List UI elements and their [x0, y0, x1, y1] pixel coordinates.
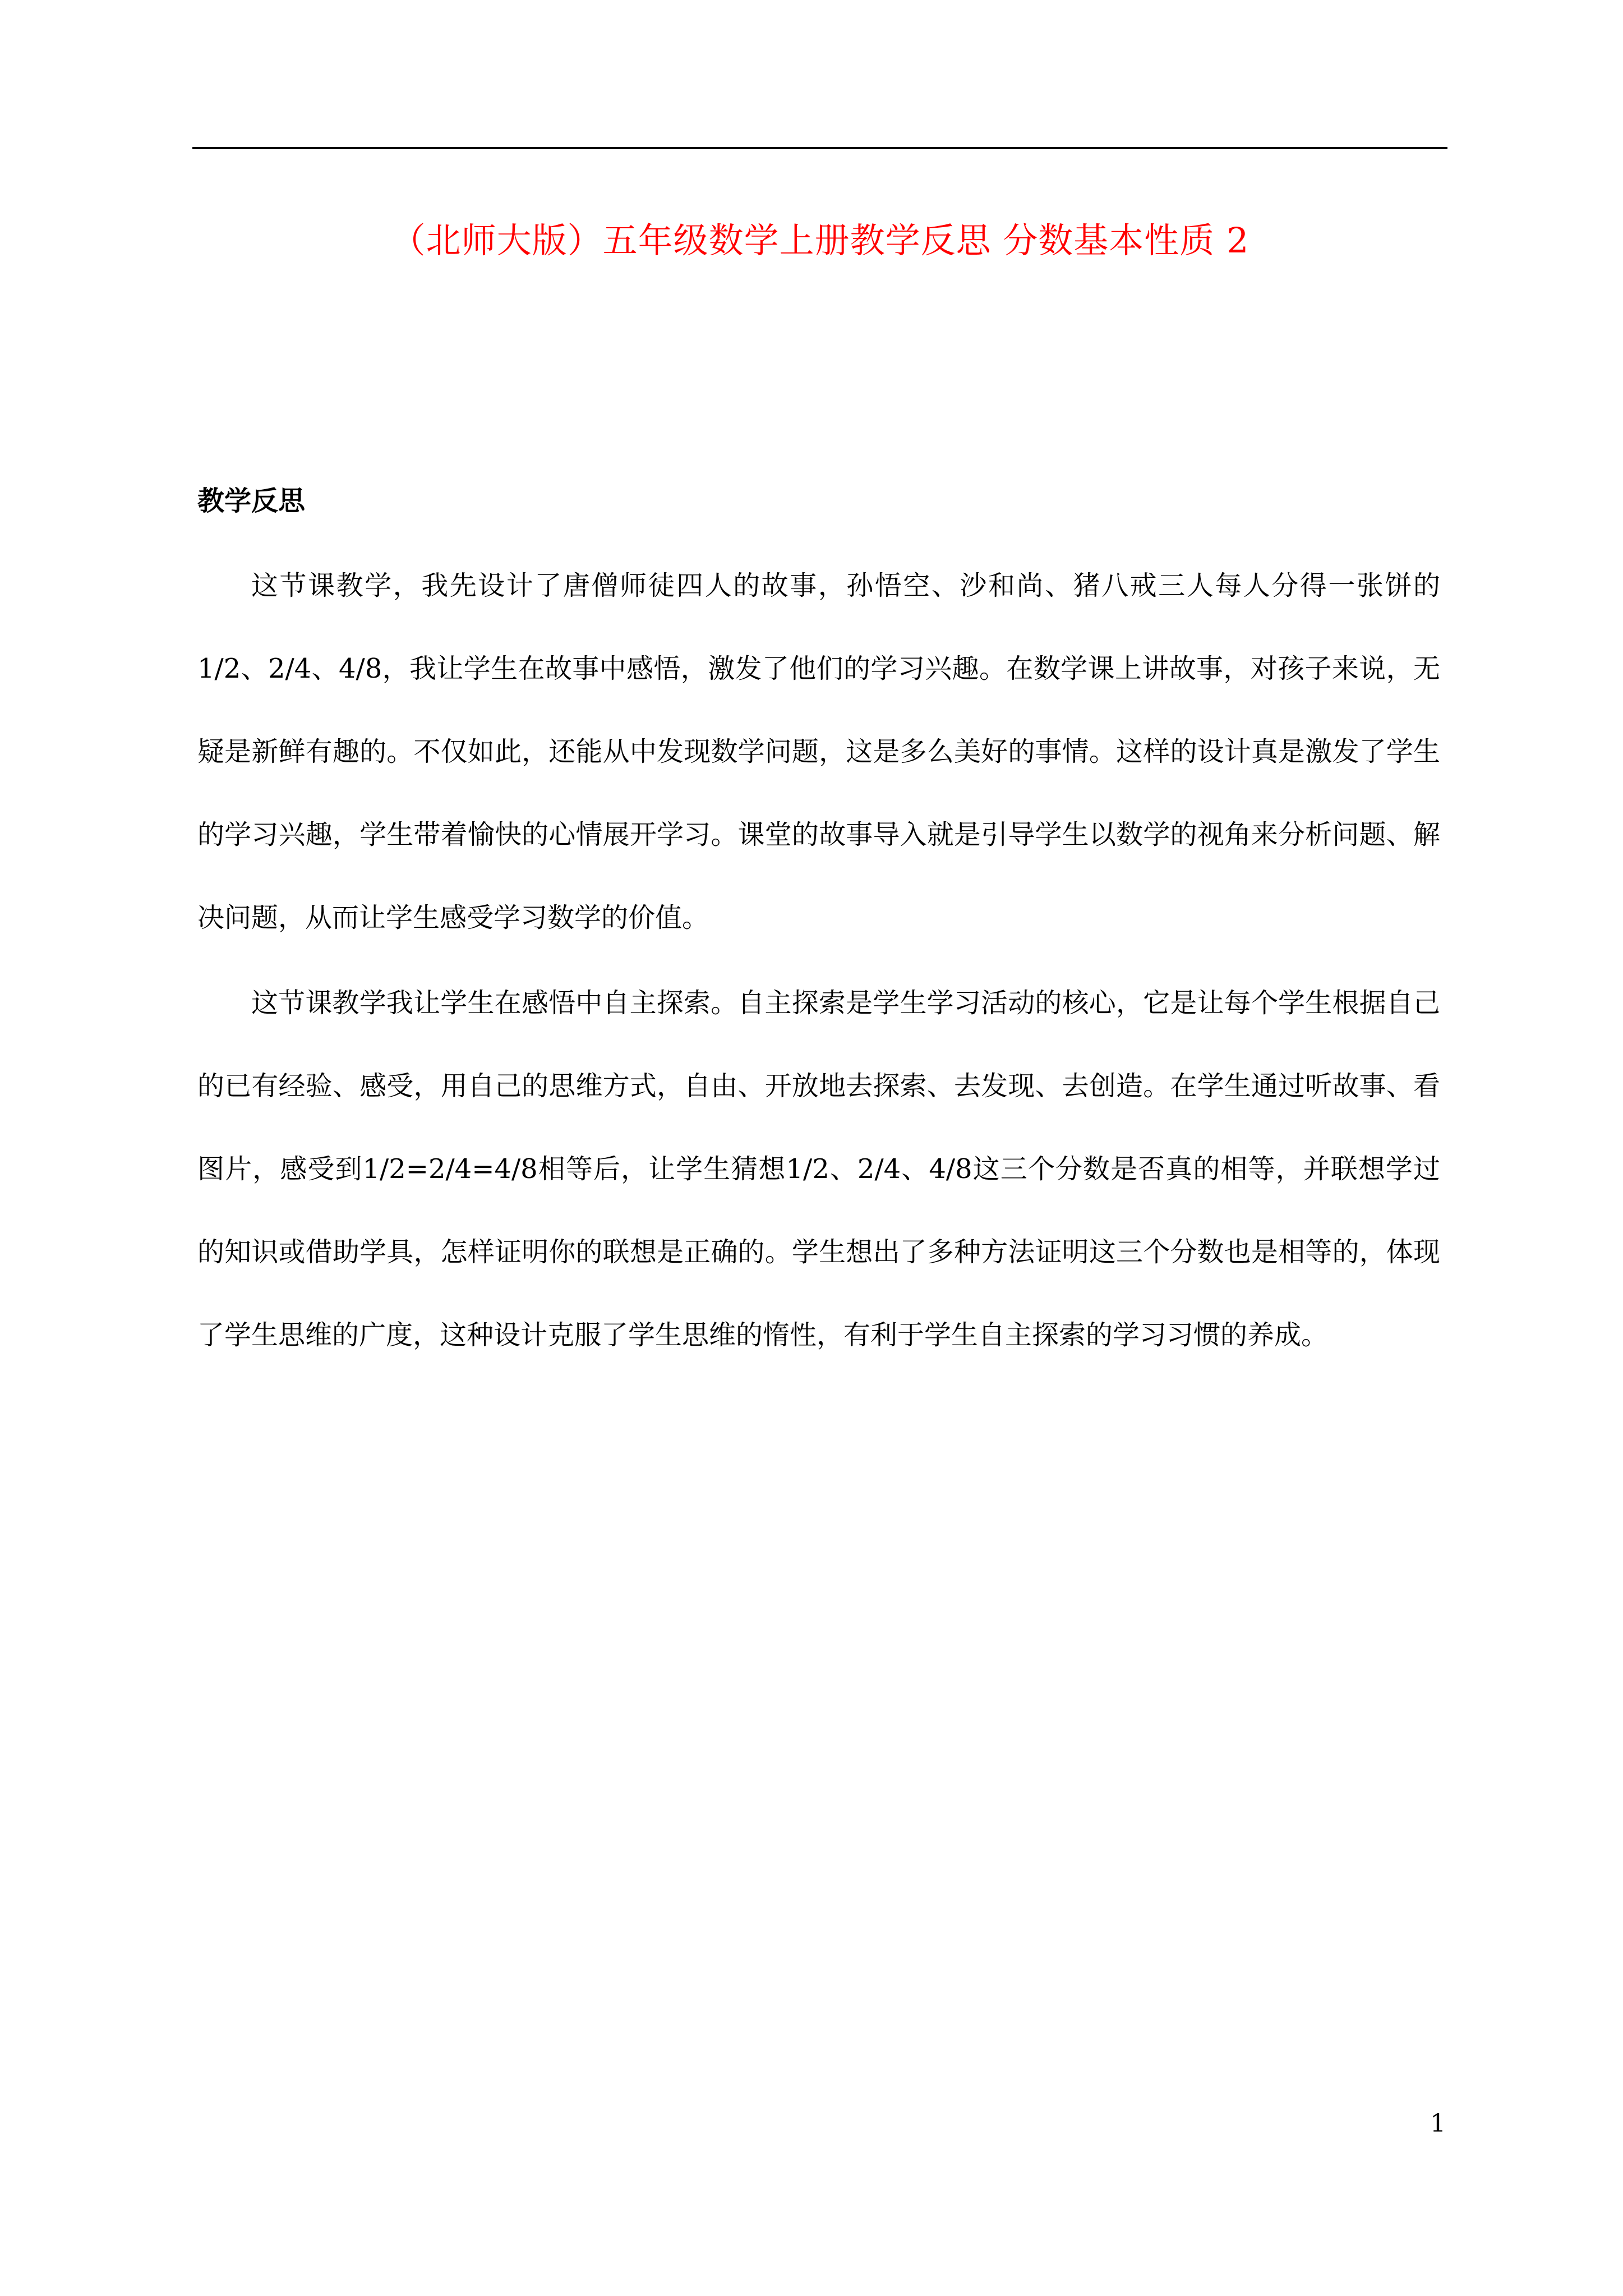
paragraph-1: 这节课教学，我先设计了唐僧师徒四人的故事，孙悟空、沙和尚、猪八戒三人每人分得一张饼的1/2、2/4、4/8，我让学生在故事中感悟，激发了他们的学习兴趣。在数学课上讲故事，对孩子来说，无疑是新鲜有趣的。不仅如此，还能从中发现数学问题，这是多么美好的事情。这样的设计真是激发了学生的学习兴趣，学生带着愉快的心情展开学习。课堂的故事导入就是引导学生以数学的视角来分析问题、解决问题，从而让学生感受学习数学的价值。: [197, 570, 1440, 933]
section-heading: 教学反思: [197, 485, 306, 517]
header-rule: [192, 147, 1447, 149]
page-number: 1: [1430, 2109, 1446, 2138]
document-title: （北师大版）五年级数学上册教学反思 分数基本性质 2: [390, 220, 1249, 261]
paragraph-2: 这节课教学我让学生在感悟中自主探索。自主探索是学生学习活动的核心，它是让每个学生根据自己的已有经验、感受，用自己的思维方式，自由、开放地去探索、去发现、去创造。在学生通过听故事、看图片，感受到1/2=2/4=4/8相等后，让学生猜想1/2、2/4、4/8这三个分数是否真的相等，并联想学过的知识或借助学具，怎样证明你的联想是正确的。学生想出了多种方法证明这三个分数也是相等的，体现了学生思维的广度，这种设计克服了学生思维的惰性，有利于学生自主探索的学习习惯的养成。: [197, 987, 1440, 1351]
